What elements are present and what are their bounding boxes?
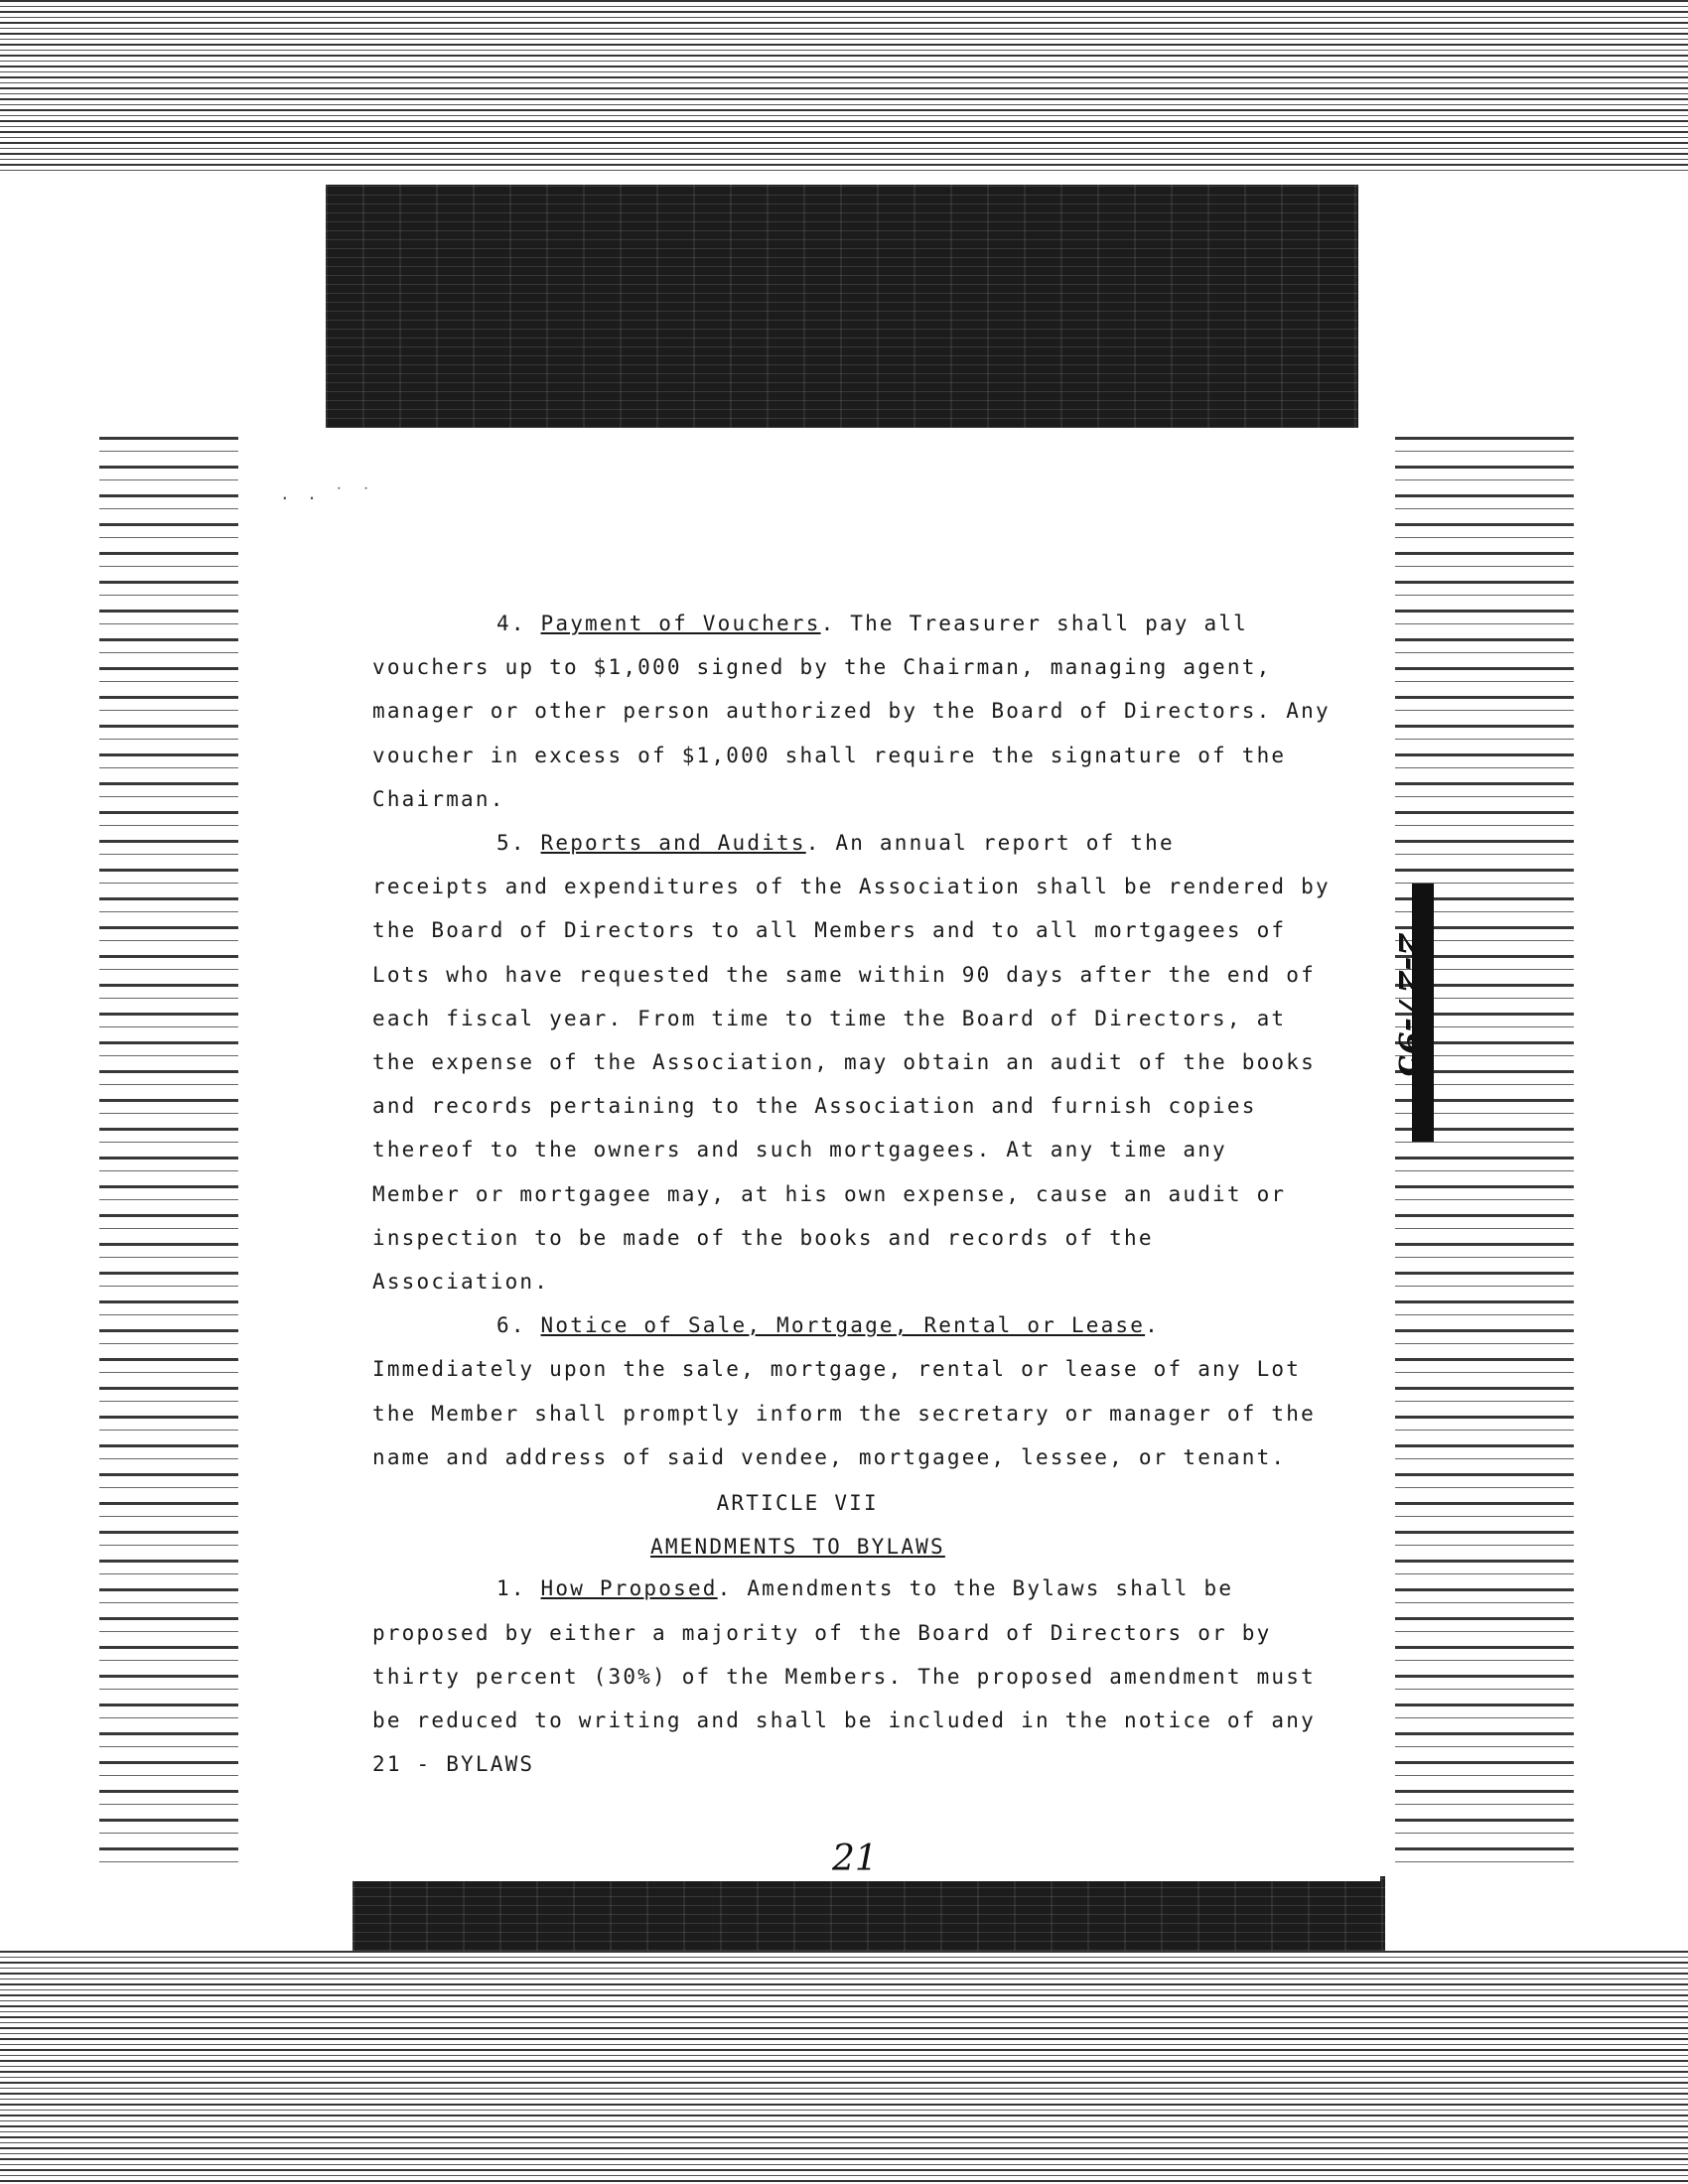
text-line <box>372 786 505 811</box>
text-line-content: manager or other person authorized by the Board of Directors. Any <box>372 699 1331 724</box>
text-line-content: the Member shall promptly inform the secretary or manager of the <box>372 1401 1316 1426</box>
text-line-content: the Board of Directors to all Members and to all mortgagees of <box>372 918 1287 943</box>
section-number: 5. <box>496 831 526 855</box>
scan-noise-bottom <box>0 1951 1688 2184</box>
text-line <box>372 1664 1316 1689</box>
text-line <box>372 920 1286 941</box>
text-line-content: Chairman. <box>372 786 505 811</box>
text-line <box>372 1401 1316 1426</box>
section-heading-s5 <box>496 833 1175 854</box>
text-line-content: Immediately upon the sale, mortgage, rental or lease of any Lot <box>372 1357 1302 1382</box>
text-line <box>372 962 1316 987</box>
section-number: 1. <box>496 1576 526 1601</box>
text-line <box>372 657 1271 678</box>
article-number: ARTICLE VII <box>716 1491 879 1515</box>
text-line-content: voucher in excess of $1,000 shall require the signature of the <box>372 743 1287 767</box>
section-title: Notice of Sale, Mortgage, Rental or Lease <box>540 1313 1146 1338</box>
text-line <box>372 1006 1287 1030</box>
header-marks: . . ˙ ˙ <box>280 484 375 503</box>
scan-dark-block-top <box>326 185 1358 428</box>
section-heading-s4 <box>496 614 1248 634</box>
text-line-content: thereof to the owners and such mortgagees. At any time any <box>372 1138 1227 1162</box>
date-stamp: 2-27-95 <box>1390 933 1430 1079</box>
text-line <box>372 1225 1154 1250</box>
section-number: 6. <box>496 1313 526 1338</box>
text-line <box>372 1620 1272 1645</box>
section-number: 4. <box>496 612 526 635</box>
text-line-content: vouchers up to $1,000 signed by the Chairman, managing agent, <box>372 655 1272 680</box>
section-heading-a1 <box>496 1578 1233 1599</box>
page-footer <box>372 1754 534 1775</box>
scan-noise-right <box>1395 437 1574 1876</box>
section-title: Payment of Vouchers <box>540 612 821 635</box>
text-line-content: receipts and expenditures of the Association shall be rendered by <box>372 875 1331 899</box>
scan-dark-block-bottom <box>352 1876 1385 1951</box>
handwritten-page-number: 21 <box>832 1839 878 1879</box>
text-line-content: thirty percent (30%) of the Members. The proposed amendment must <box>372 1664 1316 1689</box>
section-heading-s6 <box>496 1315 1160 1336</box>
text-line <box>372 1181 1287 1206</box>
text-line <box>372 701 1331 722</box>
article-title: AMENDMENTS TO BYLAWS <box>650 1535 945 1560</box>
text-line-content: name and address of said vendee, mortgagee, lessee, or tenant. <box>372 1444 1287 1469</box>
text-line-content: and records pertaining to the Association and furnish copies <box>372 1094 1257 1119</box>
text-line-content: Association. <box>372 1270 550 1294</box>
section-first-line: . Amendments to the Bylaws shall be <box>717 1576 1234 1601</box>
text-line-content: inspection to be made of the books and records of the <box>372 1225 1154 1250</box>
text-line <box>372 1359 1301 1380</box>
scan-noise-left <box>99 437 238 1876</box>
text-line <box>372 1096 1257 1117</box>
text-line-content: each fiscal year. From time to time the Board of Directors, at <box>372 1006 1287 1030</box>
text-line <box>372 1140 1227 1160</box>
section-title: Reports and Audits <box>540 831 806 855</box>
section-title: How Proposed <box>540 1576 718 1601</box>
footer-label: 21 - BYLAWS <box>372 1752 535 1777</box>
text-line-content: be reduced to writing and shall be included in the notice of any <box>372 1708 1316 1732</box>
text-line-content: the expense of the Association, may obtain an audit of the books <box>372 1050 1316 1074</box>
text-line-content: Member or mortgagee may, at his own expense, cause an audit or <box>372 1181 1287 1206</box>
text-line-content: Lots who have requested the same within 90 days after the end of <box>372 962 1316 987</box>
section-first-line: . <box>1145 1313 1160 1338</box>
text-line <box>372 1052 1316 1073</box>
section-first-line: . An annual report of the <box>805 831 1175 855</box>
text-line <box>372 1272 549 1293</box>
text-line <box>372 1444 1287 1469</box>
section-first-line: . The Treasurer shall pay all <box>820 612 1249 635</box>
scan-noise-top <box>0 0 1688 174</box>
text-line <box>372 743 1287 767</box>
text-line <box>372 877 1331 897</box>
text-line-content: proposed by either a majority of the Board of Directors or by <box>372 1620 1272 1645</box>
text-line <box>372 1710 1316 1731</box>
